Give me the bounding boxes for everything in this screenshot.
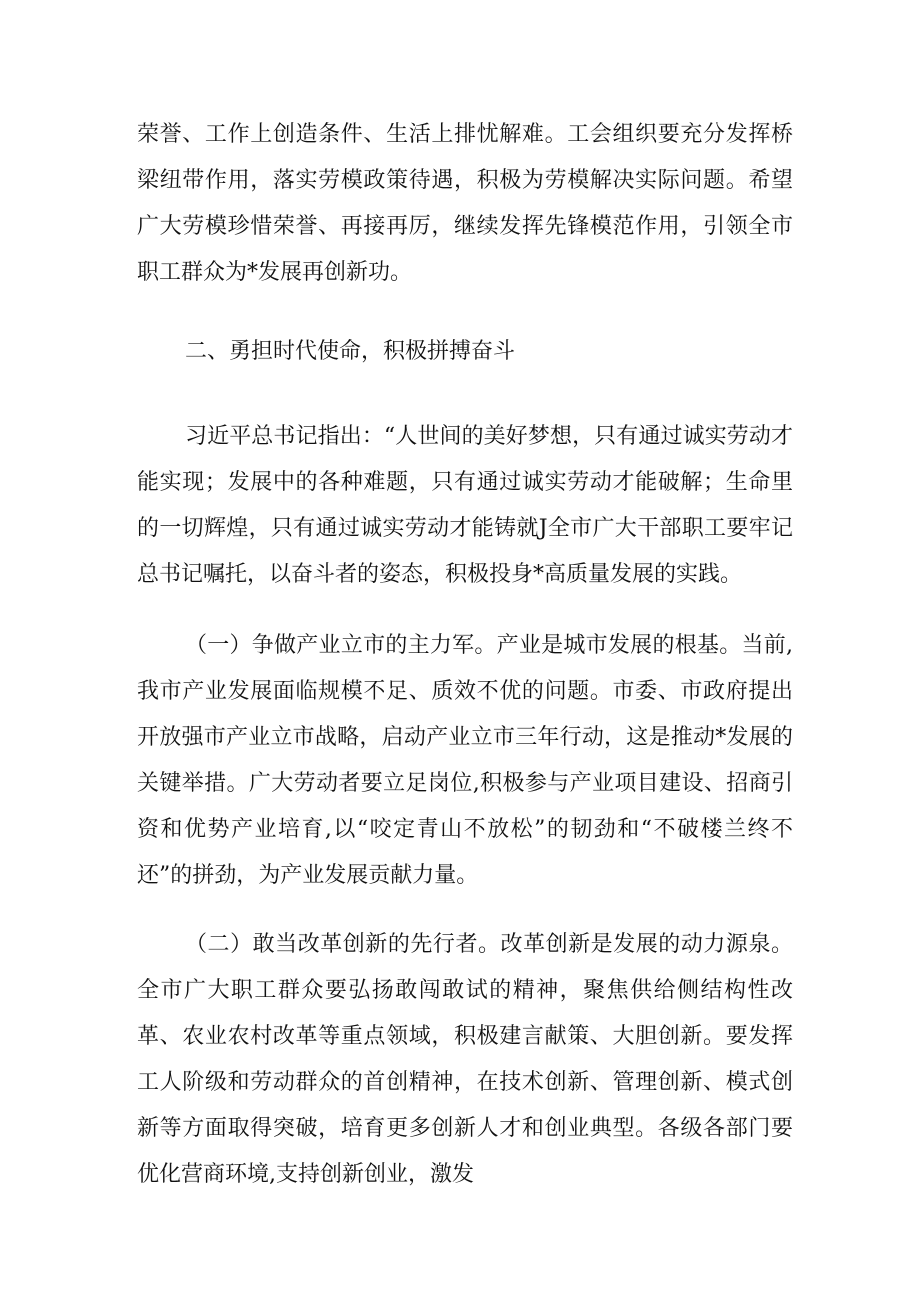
section-heading: 二、勇担时代使命，积极拼搏奋斗 — [185, 339, 516, 364]
paragraph-item-2: （二）敢当改革创新的先行者。改革创新是发展的动力源泉。全市广大职工群众要弘扬敢闯敢试的精神，聚焦供给侧结构性改革、农业农村改革等重点领域，积极建言献策、大胆创新。要发挥工人阶级和劳动群众的首创精神，在技术创新、管理创新、模式创新等方面取得突破，培育更多创新人才和创业典型。各级各部门要优化营商环境,支持创新创业，激发 — [137, 932, 793, 1187]
paragraph-item-1: （一）争做产业立市的主力军。产业是城市发展的根基。当前,我市产业发展面临规模不足、质效不优的问题。市委、市政府提出开放强市产业立市战略，启动产业立市三年行动，这是推动*发展的关键举措。广大劳动者要立足岗位,积极参与产业项目建设、招商引资和优势产业培育,以“咬定青山不放松”的韧劲和“不破楼兰终不还”的拼劲，为产业发展贡献力量。 — [137, 633, 793, 888]
paragraph-continuation: 荣誉、工作上创造条件、生活上排忧解难。工会组织要充分发挥桥梁纽带作用，落实劳模政策待遇，积极为劳模解决实际问题。希望广大劳模珍惜荣誉、再接再厉，继续发挥先锋模范作用，引领全市职工群众为*发展再创新功。 — [137, 122, 793, 285]
paragraph-quote: 习近平总书记指出：“人世间的美好梦想，只有通过诚实劳动才能实现；发展中的各种难题，只有通过诚实劳动才能破解；生命里的一切辉煌，只有通过诚实劳动才能铸就J全市广大干部职工要牢记总书记嘱托，以奋斗者的姿态，积极投身*高质量发展的实践。 — [137, 424, 793, 587]
